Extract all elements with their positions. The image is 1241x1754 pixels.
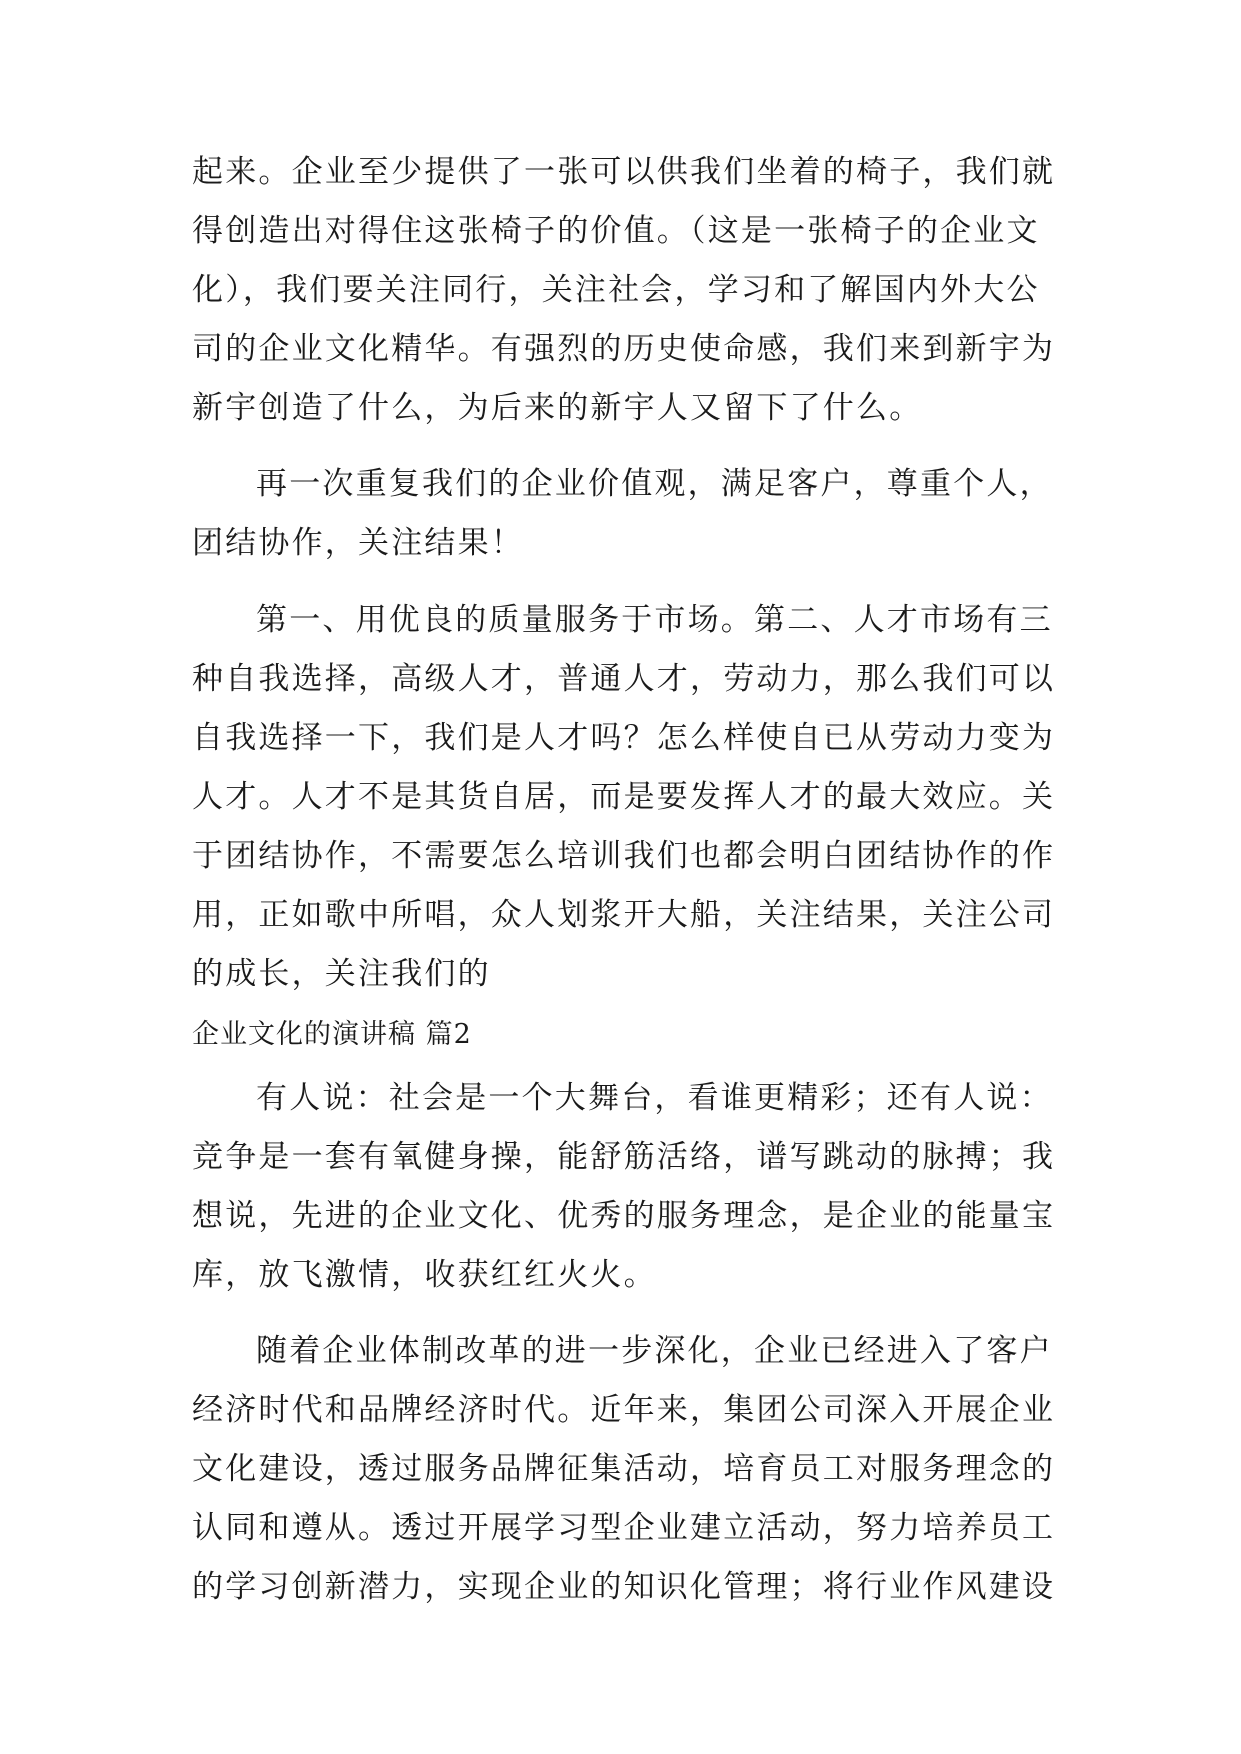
- paragraph-first-line: 随着企业体制改革的进一步深化，企业已经进入了客户: [256, 1333, 1053, 1369]
- body-line: 司的企业文化精华。有强烈的历史使命感，我们来到新宇为: [192, 331, 1056, 367]
- paragraph-first-line: 再一次重复我们的企业价值观，满足客户，尊重个人，: [256, 466, 1053, 502]
- body-line: 新宇创造了什么，为后来的新宇人又留下了什么。: [192, 390, 923, 426]
- section-heading: 企业文化的演讲稿 篇2: [192, 1019, 472, 1050]
- body-line: 竞争是一套有氧健身操，能舒筋活络，谱写跳动的脉搏；我: [192, 1139, 1056, 1175]
- body-line: 文化建设，透过服务品牌征集活动，培育员工对服务理念的: [192, 1451, 1056, 1487]
- body-line: 起来。企业至少提供了一张可以供我们坐着的椅子，我们就: [192, 154, 1056, 190]
- paragraph-first-line: 有人说：社会是一个大舞台，看谁更精彩；还有人说：: [256, 1080, 1053, 1116]
- body-line: 库，放飞激情，收获红红火火。: [192, 1257, 657, 1293]
- body-line: 经济时代和品牌经济时代。近年来，集团公司深入开展企业: [192, 1392, 1056, 1428]
- body-line: 的成长，关注我们的: [192, 956, 491, 992]
- body-line: 的学习创新潜力，实现企业的知识化管理；将行业作风建设: [192, 1569, 1056, 1605]
- body-line: 种自我选择，高级人才，普通人才，劳动力，那么我们可以: [192, 661, 1056, 697]
- body-line: 得创造出对得住这张椅子的价值。（这是一张椅子的企业文: [192, 213, 1040, 249]
- body-line: 团结协作，关注结果！: [192, 525, 524, 561]
- body-line: 化），我们要关注同行，关注社会，学习和了解国内外大公: [192, 272, 1040, 308]
- body-line: 用，正如歌中所唱，众人划浆开大船，关注结果，关注公司: [192, 897, 1056, 933]
- body-line: 想说，先进的企业文化、优秀的服务理念，是企业的能量宝: [192, 1198, 1056, 1234]
- body-line: 于团结协作，不需要怎么培训我们也都会明白团结协作的作: [192, 838, 1056, 874]
- paragraph-first-line: 第一、用优良的质量服务于市场。第二、人才市场有三: [256, 602, 1053, 638]
- body-line: 人才。人才不是其货自居，而是要发挥人才的最大效应。关: [192, 779, 1056, 815]
- body-line: 自我选择一下，我们是人才吗？怎么样使自已从劳动力变为: [192, 720, 1056, 756]
- body-line: 认同和遵从。透过开展学习型企业建立活动，努力培养员工: [192, 1510, 1056, 1546]
